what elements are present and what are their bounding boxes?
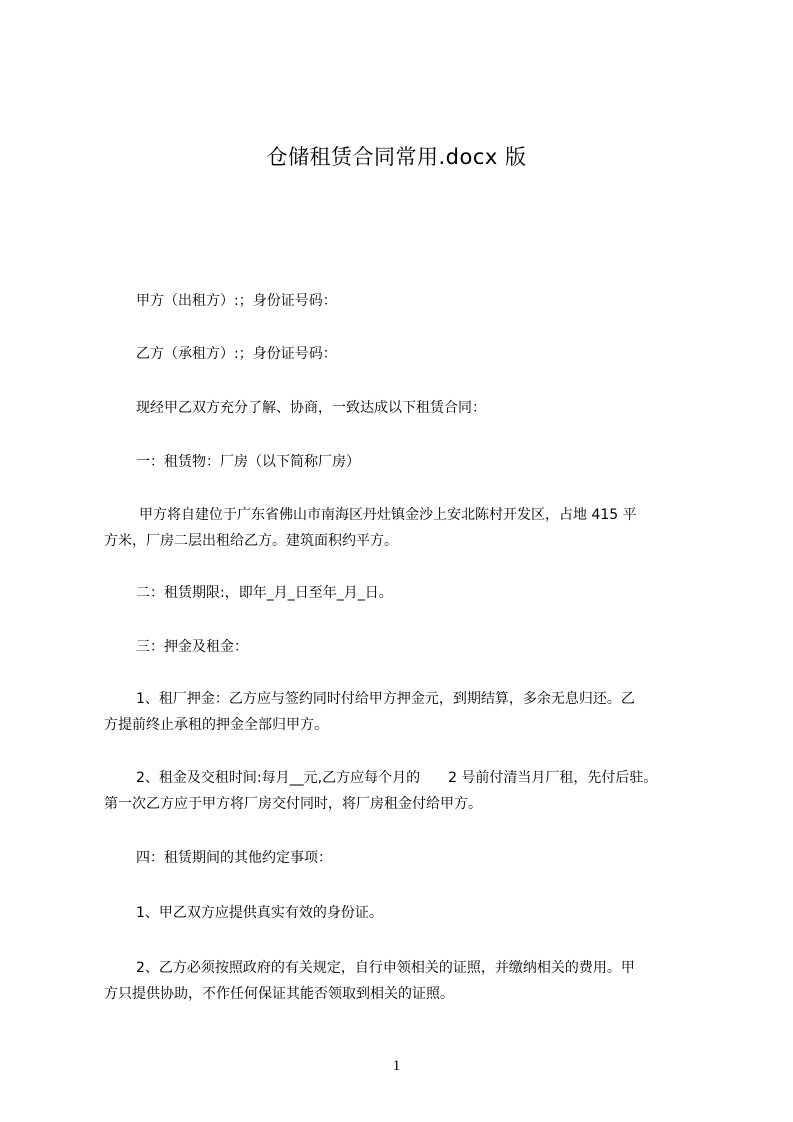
paragraph-licenses-line2: 方只提供协助，不作任何保证其能否领取到相关的证照。 xyxy=(104,986,454,1002)
paragraph-id-card: 1、甲乙双方应提供真实有效的身份证。 xyxy=(136,905,383,921)
paragraph-party-b: 乙方（承租方）:；身份证号码： xyxy=(136,346,337,362)
paragraph-property-line1: 甲方将自建位于广东省佛山市南海区丹灶镇金沙上安北陈村开发区，占地 415 平 xyxy=(139,507,637,523)
section-heading-deposit-rent: 三：押金及租金： xyxy=(136,639,248,655)
section-heading-lease-term: 二：租赁期限:，即年_月_日至年_月_日。 xyxy=(136,585,393,601)
paragraph-party-a: 甲方（出租方）:；身份证号码： xyxy=(136,293,337,309)
paragraph-deposit-line1: 1、租厂押金：乙方应与签约同时付给甲方押金元，到期结算，多余无息归还。乙 xyxy=(136,691,635,707)
section-heading-other-terms: 四：租赁期间的其他约定事项： xyxy=(136,850,332,866)
paragraph-intro: 现经甲乙双方充分了解、协商，一致达成以下租赁合同： xyxy=(136,400,486,416)
paragraph-rent-line1: 2、租金及交租时间:每月__元,乙方应每个月的 2 号前付清当月厂租，先付后驻。 xyxy=(136,770,658,786)
document-title: 仓储租赁合同常用.docx 版 xyxy=(266,145,527,169)
section-heading-leased-property: 一：租赁物：厂房（以下简称厂房） xyxy=(136,454,360,470)
paragraph-deposit-line2: 方提前终止承租的押金全部归甲方。 xyxy=(104,717,328,733)
page-number: 1 xyxy=(392,1058,401,1074)
paragraph-licenses-line1: 2、乙方必须按照政府的有关规定，自行申领相关的证照，并缴纳相关的费用。甲 xyxy=(136,960,635,976)
paragraph-rent-line2: 第一次乙方应于甲方将厂房交付同时，将厂房租金付给甲方。 xyxy=(104,796,482,812)
paragraph-property-line2: 方米，厂房二层出租给乙方。建筑面积约平方。 xyxy=(104,533,398,549)
